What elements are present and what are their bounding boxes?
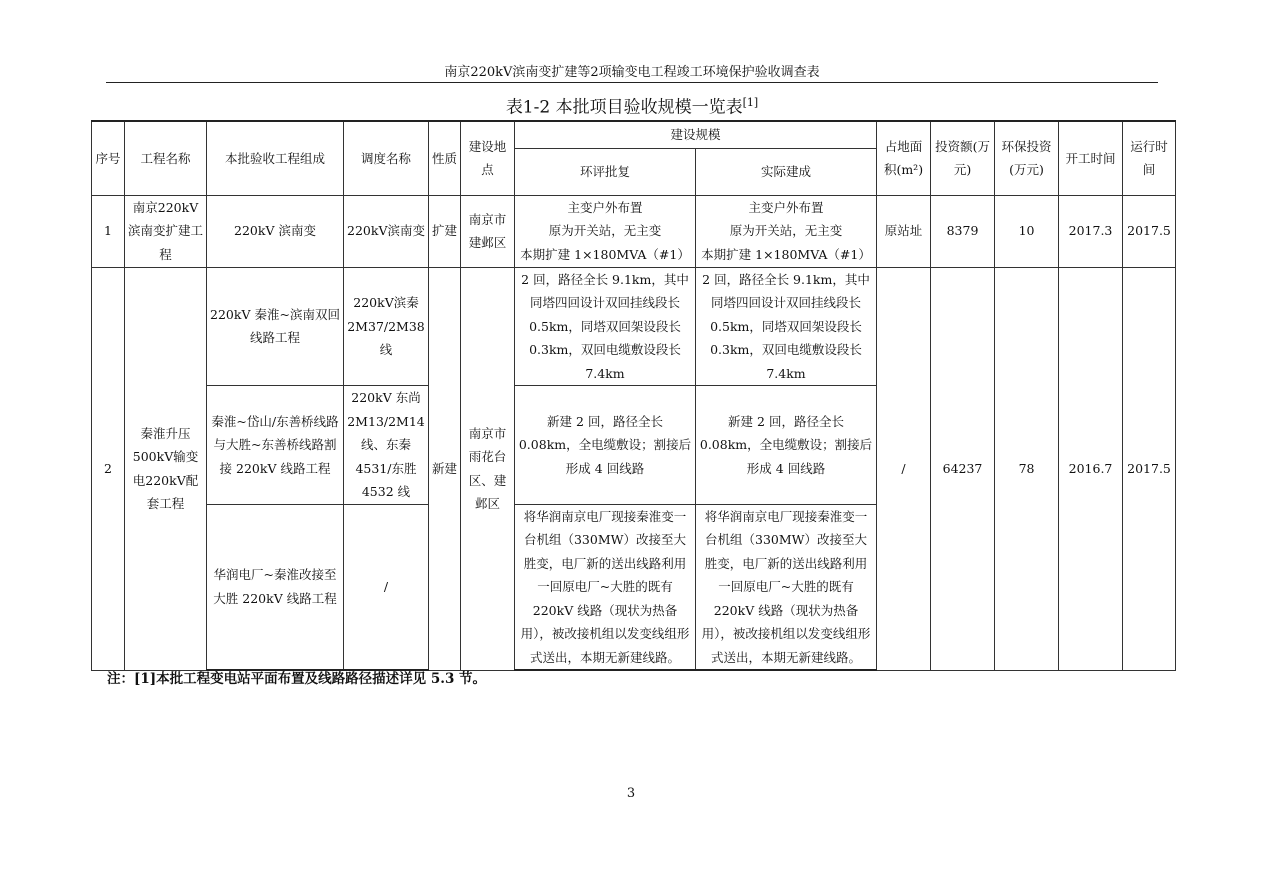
cell-env-investment: 78 xyxy=(995,267,1059,670)
cell-seq: 2 xyxy=(92,267,125,670)
table-title-footnote-ref: [1] xyxy=(742,96,759,109)
cell-scale-eia: 将华润南京电厂现接秦淮变一台机组（330MW）改接至大胜变，电厂新的送出线路利用一回原电厂~大胜的既有 220kV 线路（现状为热备用），被改接机组以发变线组形式送出，本期无新建线路。 xyxy=(515,504,696,670)
col-header-run-time: 运行时间 xyxy=(1123,121,1176,195)
cell-nature: 扩建 xyxy=(429,195,461,267)
cell-scale-actual: 将华润南京电厂现接秦淮变一台机组（330MW）改接至大胜变，电厂新的送出线路利用一回原电厂~大胜的既有 220kV 线路（现状为热备用），被改接机组以发变线组形式送出，本期无新建线路。 xyxy=(696,504,877,670)
cell-scale-actual: 新建 2 回，路径全长 0.08km，全电缆敷设；割接后形成 4 回线路 xyxy=(696,386,877,505)
cell-scale-eia: 2 回，路径全长 9.1km，其中同塔四回设计双回挂线段长 0.5km，同塔双回架设段长 0.3km，双回电缆敷设段长 7.4km xyxy=(515,267,696,386)
cell-start-time: 2017.3 xyxy=(1059,195,1123,267)
cell-location: 南京市雨花台区、建邺区 xyxy=(461,267,515,670)
cell-dispatch-name: 220kV滨南变 xyxy=(344,195,429,267)
col-header-project-name: 工程名称 xyxy=(125,121,207,195)
col-header-env-investment: 环保投资(万元) xyxy=(995,121,1059,195)
cell-investment: 8379 xyxy=(931,195,995,267)
cell-component: 220kV 秦淮~滨南双回线路工程 xyxy=(207,267,344,386)
cell-investment: 64237 xyxy=(931,267,995,670)
col-header-scale-actual: 实际建成 xyxy=(696,148,877,195)
cell-component: 220kV 滨南变 xyxy=(207,195,344,267)
table-row xyxy=(92,195,1176,267)
cell-project-name: 秦淮升压500kV输变电220kV配套工程 xyxy=(125,267,207,670)
col-header-dispatch-name: 调度名称 xyxy=(344,121,429,195)
header-rule xyxy=(106,82,1158,83)
cell-start-time: 2016.7 xyxy=(1059,267,1123,670)
cell-seq: 1 xyxy=(92,195,125,267)
cell-dispatch-name: 220kV滨秦 2M37/2M38 线 xyxy=(344,267,429,386)
cell-scale-eia: 新建 2 回，路径全长 0.08km，全电缆敷设；割接后形成 4 回线路 xyxy=(515,386,696,505)
col-header-area: 占地面积(m²) xyxy=(877,121,931,195)
cell-area: / xyxy=(877,267,931,670)
page-header: 南京220kV滨南变扩建等2项输变电工程竣工环境保护验收调查表 xyxy=(444,65,820,80)
table-title xyxy=(91,92,1173,119)
cell-run-time: 2017.5 xyxy=(1123,195,1176,267)
cell-location: 南京市建邺区 xyxy=(461,195,515,267)
col-header-location: 建设地点 xyxy=(461,121,515,195)
cell-project-name: 南京220kV滨南变扩建工程 xyxy=(125,195,207,267)
table-title-text: 表1-2 本批项目验收规模一览表 xyxy=(505,97,743,118)
acceptance-scale-table xyxy=(91,120,1176,671)
cell-area: 原站址 xyxy=(877,195,931,267)
cell-dispatch-name: 220kV 东尚 2M13/2M14 线、东秦 4531/东胜 4532 线 xyxy=(344,386,429,505)
cell-nature: 新建 xyxy=(429,267,461,670)
cell-scale-actual: 2 回，路径全长 9.1km，其中同塔四回设计双回挂线段长 0.5km，同塔双回架设段长 0.3km，双回电缆敷设段长 7.4km xyxy=(696,267,877,386)
table-row xyxy=(92,267,1176,386)
col-header-scale: 建设规模 xyxy=(515,121,877,148)
col-header-start-time: 开工时间 xyxy=(1059,121,1123,195)
cell-env-investment: 10 xyxy=(995,195,1059,267)
col-header-components: 本批验收工程组成 xyxy=(207,121,344,195)
col-header-nature: 性质 xyxy=(429,121,461,195)
cell-scale-actual: 主变户外布置 原为开关站，无主变 本期扩建 1×180MVA（#1） xyxy=(696,195,877,267)
table-footnote: 注：[1]本批工程变电站平面布置及线路路径描述详见 5.3 节。 xyxy=(107,671,487,687)
col-header-seq: 序号 xyxy=(92,121,125,195)
col-header-investment: 投资额(万元) xyxy=(931,121,995,195)
cell-component: 华润电厂~秦淮改接至大胜 220kV 线路工程 xyxy=(207,504,344,670)
cell-component: 秦淮~岱山/东善桥线路与大胜~东善桥线路割接 220kV 线路工程 xyxy=(207,386,344,505)
cell-run-time: 2017.5 xyxy=(1123,267,1176,670)
page-number: 3 xyxy=(626,786,636,801)
col-header-scale-eia: 环评批复 xyxy=(515,148,696,195)
cell-dispatch-name: / xyxy=(344,504,429,670)
cell-scale-eia: 主变户外布置 原为开关站，无主变 本期扩建 1×180MVA（#1） xyxy=(515,195,696,267)
